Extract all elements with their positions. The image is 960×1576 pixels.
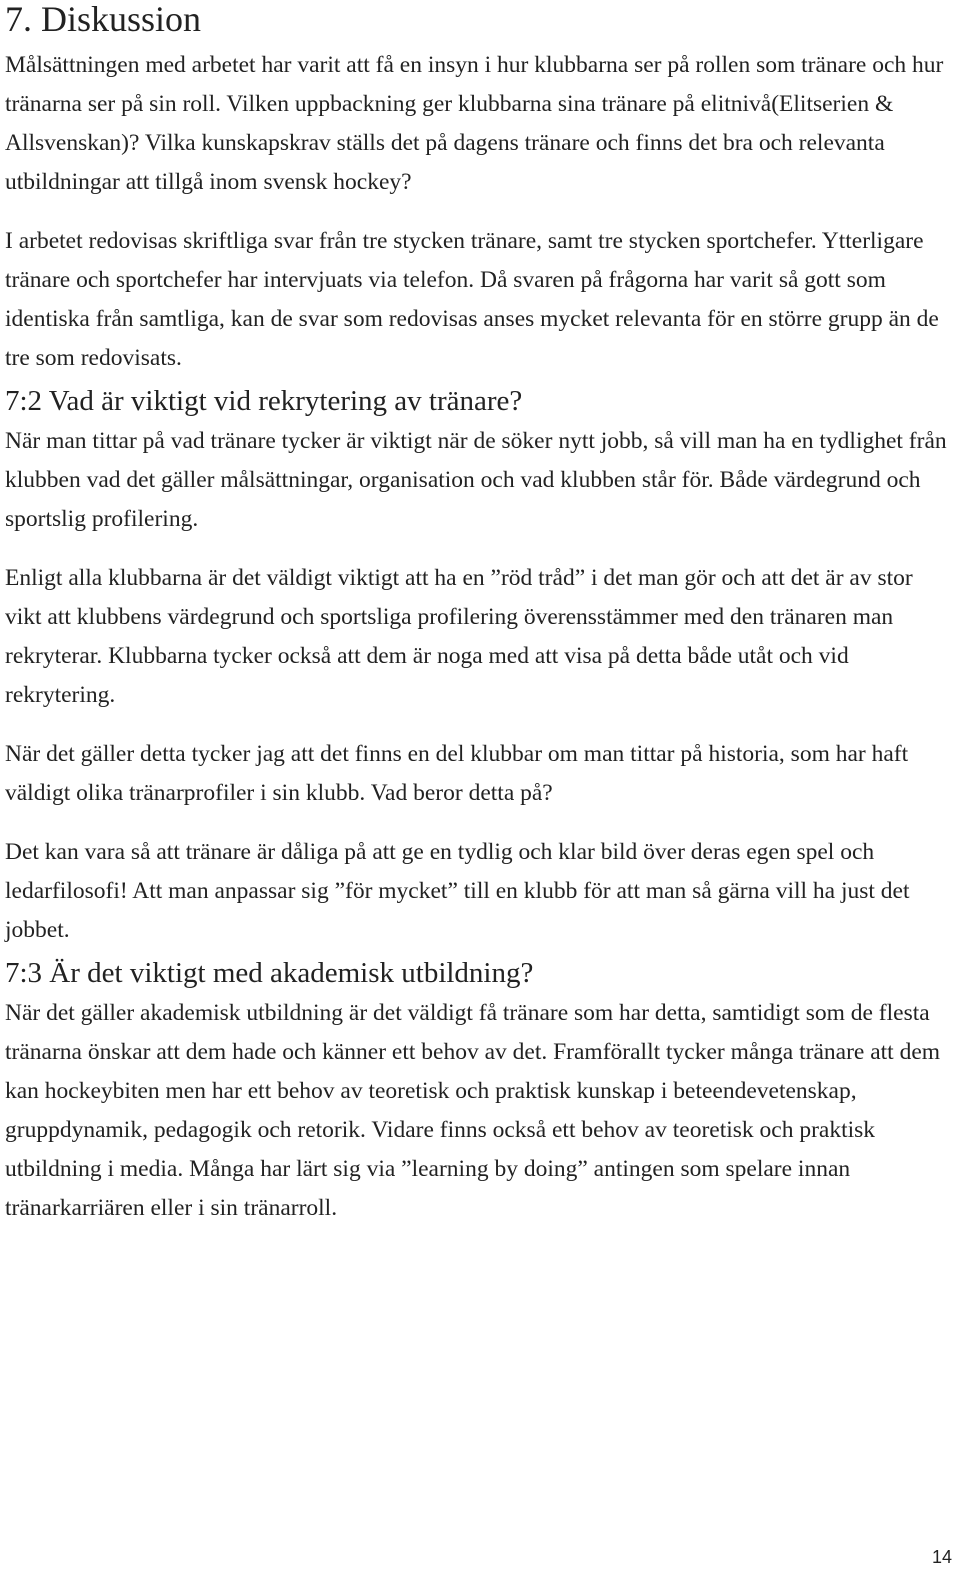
- section-7-2-paragraph-4: Det kan vara så att tränare är dåliga på att ge en tydlig och klar bild över deras egen spel och ledarfilosofi! Att man anpassar sig ”för mycket” till en klubb för att man så gärna vill ha just det jobbet.: [5, 839, 910, 943]
- intro-paragraph-2: I arbetet redovisas skriftliga svar från tre stycken tränare, samt tre stycken sportchefer. Ytterligare tränare och sportchefer har intervjuats via telefon. Då svaren på frågorna har varit så gott som identiska från samtliga, kan de svar som redovisas anses mycket relevanta för en större grupp än de tre som redovisats.: [5, 228, 939, 371]
- section-7-2-paragraph-2: Enligt alla klubbarna är det väldigt viktigt att ha en ”röd tråd” i det man gör och att det är av stor vikt att klubbens värdegrund och sportsliga profilering överensstämmer med den tränaren man rekryterar. Klubbarna tycker också att dem är noga med att visa på detta både utåt och vid rekrytering.: [5, 565, 913, 708]
- section-heading-7-3: 7:3 Är det viktigt med akademisk utbildning?: [5, 957, 534, 989]
- page-number: 14: [931, 1547, 952, 1567]
- section-7-2-paragraph-1: När man tittar på vad tränare tycker är viktigt när de söker nytt jobb, så vill man ha en tydlighet från klubben vad det gäller målsättningar, organisation och vad klubben står för. Både värdegrund och sportslig profilering.: [5, 428, 947, 532]
- document-page: [5, 0, 955, 1228]
- intro-paragraph-1: Målsättningen med arbetet har varit att få en insyn i hur klubbarna ser på rollen som tränare och hur tränarna ser på sin roll. Vilken uppbackning ger klubbarna sina tränare på elitnivå(Elitserien & Allsvenskan)? Vilka kunskapskrav ställs det på dagens tränare och finns det bra och relevanta utbildningar att tillgå inom svensk hockey?: [5, 52, 944, 195]
- section-heading-7-2: 7:2 Vad är viktigt vid rekrytering av tränare?: [5, 385, 523, 417]
- section-7-3-paragraph-1: När det gäller akademisk utbildning är det väldigt få tränare som har detta, samtidigt som de flesta tränarna önskar att dem hade och känner ett behov av det. Framförallt tycker många tränare att dem kan hockeybiten men har ett behov av teoretisk och praktisk kunskap i beteendevetenskap, gruppdynamik, pedagogik och retorik. Vidare finns också ett behov av teoretisk och praktisk utbildning i media. Många har lärt sig via ”learning by doing” antingen som spelare innan tränarkarriären eller i sin tränarroll.: [5, 1000, 941, 1221]
- chapter-title: 7. Diskussion: [5, 0, 202, 39]
- section-7-2-paragraph-3: När det gäller detta tycker jag att det finns en del klubbar om man tittar på historia, som har haft väldigt olika tränarprofiler i sin klubb. Vad beror detta på?: [5, 741, 909, 806]
